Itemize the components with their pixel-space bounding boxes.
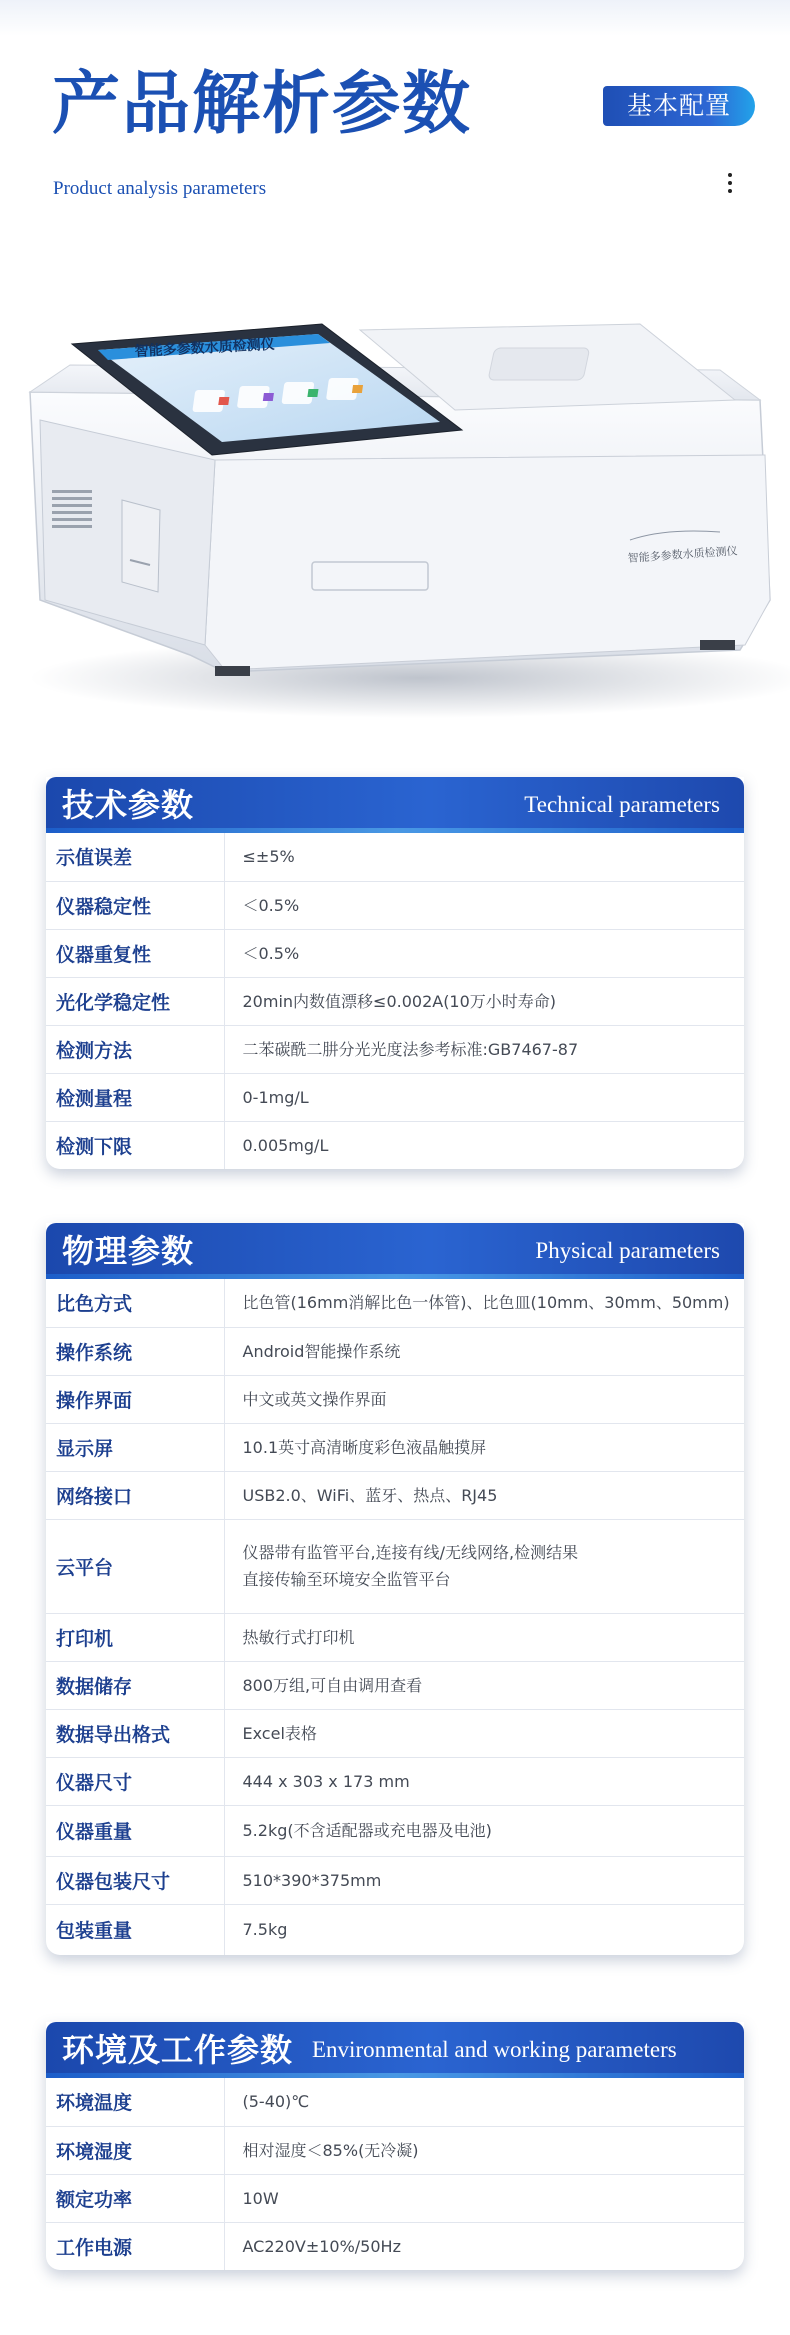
table-row: 仪器重量 5.2kg(不含适配器或充电器及电池) (46, 1805, 744, 1856)
table-row: 环境湿度 相对湿度＜85%(无冷凝) (46, 2126, 744, 2174)
parameter-table (46, 2078, 744, 2270)
table-row: 额定功率 10W (46, 2174, 744, 2222)
page-title: 产品解析参数 (52, 64, 473, 144)
table-row: 工作电源 AC220V±10%/50Hz (46, 2222, 744, 2270)
table-row: 检测量程 0-1mg/L (46, 1073, 744, 1121)
table-row: 环境温度 (5-40)℃ (46, 2078, 744, 2126)
table-row: 光化学稳定性 20min内数值漂移≤0.002A(10万小时寿命) (46, 977, 744, 1025)
parameter-table (46, 1279, 744, 1955)
section-header (46, 2022, 744, 2078)
product-image (0, 300, 790, 720)
config-badge[interactable]: 基本配置 (603, 86, 755, 126)
table-row: 仪器尺寸 444 x 303 x 173 mm (46, 1757, 744, 1805)
table-row: 操作系统 Android智能操作系统 (46, 1327, 744, 1375)
table-row: 显示屏 10.1英寸高清晰度彩色液晶触摸屏 (46, 1423, 744, 1471)
section-title-en: Physical parameters (535, 1238, 720, 1263)
more-vertical-icon[interactable] (720, 170, 740, 198)
section-title-en: Environmental and working parameters (312, 2037, 677, 2062)
table-row: 检测方法 二苯碳酰二肼分光光度法参考标准:GB7467-87 (46, 1025, 744, 1073)
physical-parameters-section (46, 1223, 744, 1955)
table-row: 仪器稳定性 ＜0.5% (46, 881, 744, 929)
table-row: 包装重量 7.5kg (46, 1904, 744, 1955)
table-row: 比色方式 比色管(16mm消解比色一体管)、比色皿(10mm、30mm、50mm) (46, 1279, 744, 1327)
table-row: 数据储存 800万组,可自由调用查看 (46, 1661, 744, 1709)
table-row: 数据导出格式 Excel表格 (46, 1709, 744, 1757)
table-row: 仪器包装尺寸 510*390*375mm (46, 1856, 744, 1904)
side-label: 智能多参数水质检测仪 (627, 544, 738, 565)
top-strip (0, 0, 790, 36)
technical-parameters-section (46, 777, 744, 1169)
section-header (46, 777, 744, 833)
table-row: 操作界面 中文或英文操作界面 (46, 1375, 744, 1423)
section-title: 技术参数 (62, 786, 195, 824)
table-row: 网络接口 USB2.0、WiFi、蓝牙、热点、RJ45 (46, 1471, 744, 1519)
section-title-en: Technical parameters (524, 792, 720, 817)
page-subtitle: Product analysis parameters (53, 178, 267, 199)
screen-brand: 智能多参数水质检测仪 (134, 336, 276, 360)
table-row: 云平台 仪器带有监管平台,连接有线/无线网络,检测结果 直接传输至环境安全监管平台 (46, 1519, 744, 1613)
table-row: 检测下限 0.005mg/L (46, 1121, 744, 1169)
section-header (46, 1223, 744, 1279)
environmental-parameters-section (46, 2022, 744, 2270)
section-title: 物理参数 (62, 1232, 195, 1270)
parameter-table (46, 833, 744, 1169)
table-row: 示值误差 ≤±5% (46, 833, 744, 881)
table-row: 打印机 热敏行式打印机 (46, 1613, 744, 1661)
table-row: 仪器重复性 ＜0.5% (46, 929, 744, 977)
section-title: 环境及工作参数 (62, 2031, 294, 2069)
